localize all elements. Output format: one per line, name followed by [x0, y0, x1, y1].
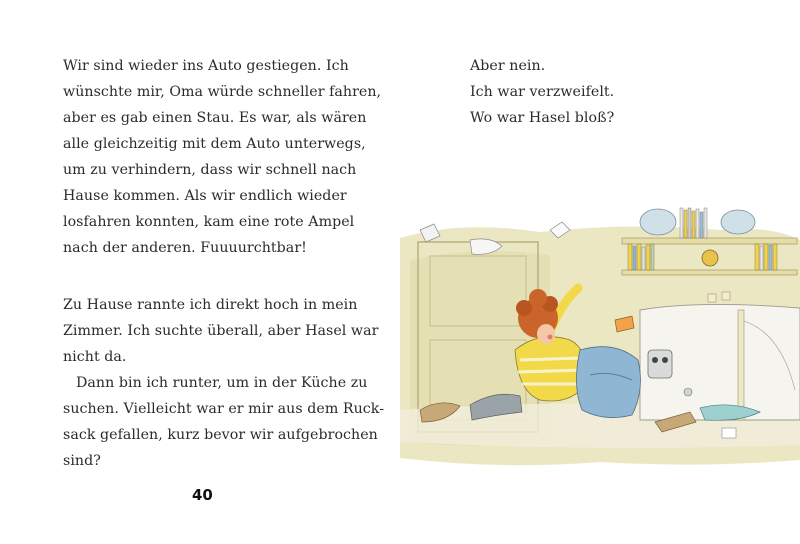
text-line: suchen. Vielleicht war er mir aus dem Ruck-: [63, 401, 385, 417]
text-line: Wo war Hasel bloß?: [470, 110, 615, 126]
text-line: Aber nein.: [470, 58, 546, 74]
text-line: um zu verhindern, dass wir schnell nach: [63, 162, 357, 178]
text-line: Hause kommen. Als wir endlich wieder: [63, 188, 347, 204]
text-line: losfahren konnten, kam eine rote Ampel: [63, 214, 355, 230]
text-line: aber es gab einen Stau. Es war, als wären: [63, 110, 367, 126]
text-line: Zimmer. Ich suchte überall, aber Hasel war: [63, 323, 379, 339]
text-line: sind?: [63, 453, 101, 469]
bedroom-illustration: [400, 200, 800, 480]
text-line: alle gleichzeitig mit dem Auto unterwegs,: [63, 136, 366, 152]
text-line: Dann bin ich runter, um in der Küche zu: [76, 375, 368, 391]
page-number: 40: [192, 486, 213, 504]
text-line: Wir sind wieder ins Auto gestiegen. Ich: [63, 58, 349, 74]
text-line: Zu Hause rannte ich direkt hoch in mein: [63, 297, 358, 313]
text-line: Ich war verzweifelt.: [470, 84, 615, 100]
text-line: wünschte mir, Oma würde schneller fahren,: [63, 84, 382, 100]
text-line: sack gefallen, kurz bevor wir aufgebrochen: [63, 427, 378, 443]
text-line: nach der anderen. Fuuuurchtbar!: [63, 240, 307, 256]
text-line: nicht da.: [63, 349, 127, 365]
